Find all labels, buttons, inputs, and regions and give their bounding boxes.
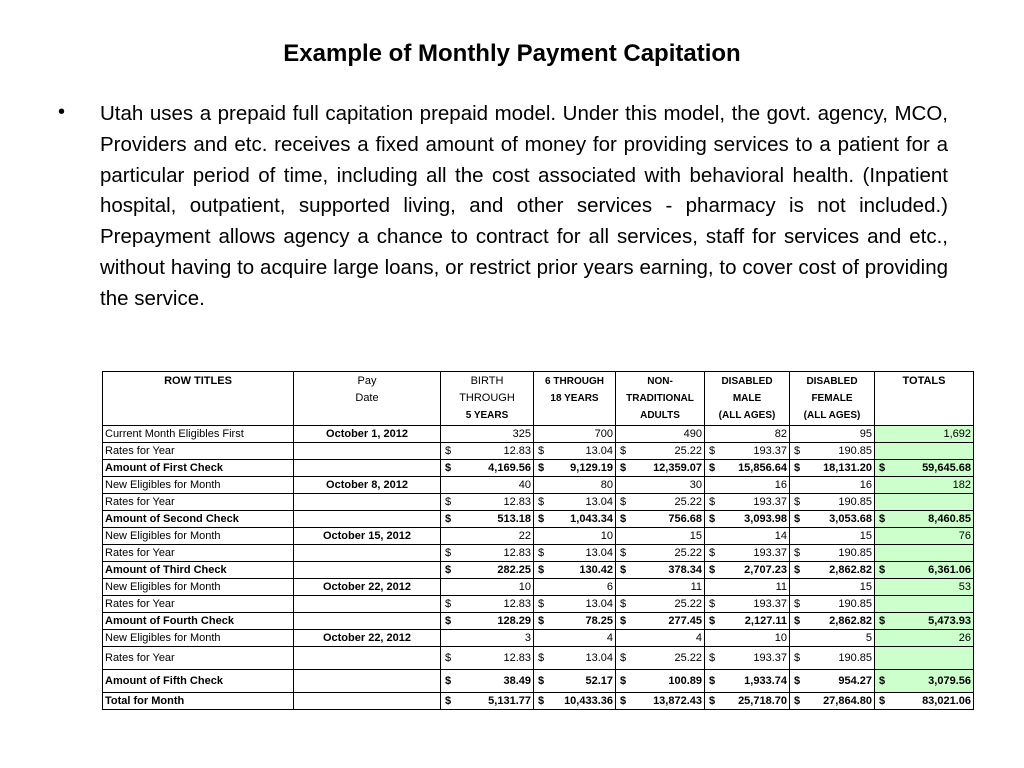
money-value: 513.18 xyxy=(497,512,531,525)
rate-cell xyxy=(534,494,616,511)
table-row xyxy=(103,426,974,443)
amount-cell xyxy=(616,693,705,710)
money-value: 1,043.34 xyxy=(570,512,613,525)
pay-date-cell xyxy=(294,693,441,710)
amount-cell xyxy=(534,613,616,630)
currency-symbol: $ xyxy=(794,651,801,664)
money-value: 9,129.19 xyxy=(570,461,613,474)
table-row xyxy=(103,528,974,545)
money-value: 59,645.68 xyxy=(922,461,971,474)
amount-cell xyxy=(616,670,705,693)
money-value: 15,856.64 xyxy=(738,461,787,474)
totals-cell xyxy=(875,562,974,579)
currency-symbol: $ xyxy=(879,614,886,627)
amount-cell xyxy=(705,613,790,630)
rate-cell xyxy=(534,443,616,460)
rate-cell xyxy=(441,596,534,613)
pay-date-cell xyxy=(294,670,441,693)
amount-cell xyxy=(705,693,790,710)
money-value: 10,433.36 xyxy=(564,694,613,707)
currency-symbol: $ xyxy=(709,444,716,457)
currency-symbol: $ xyxy=(445,444,452,457)
amount-cell xyxy=(534,670,616,693)
currency-symbol: $ xyxy=(709,651,716,664)
currency-symbol: $ xyxy=(620,563,627,576)
rate-cell xyxy=(441,443,534,460)
capitation-table xyxy=(102,371,974,710)
currency-symbol: $ xyxy=(709,512,716,525)
currency-symbol: $ xyxy=(445,495,452,508)
currency-symbol: $ xyxy=(620,694,627,707)
rate-cell xyxy=(790,494,875,511)
money-value: 128.29 xyxy=(497,614,531,627)
money-value: 13.04 xyxy=(585,651,613,664)
rate-cell xyxy=(790,596,875,613)
amount-cell xyxy=(616,511,705,528)
totals-cell xyxy=(875,670,974,693)
money-value: 100.89 xyxy=(668,674,702,687)
row-title-cell: New Eligibles for Month xyxy=(103,528,294,545)
currency-symbol: $ xyxy=(620,512,627,525)
money-value: 13.04 xyxy=(585,597,613,610)
rate-cell xyxy=(616,647,705,670)
totals-cell xyxy=(875,647,974,670)
currency-symbol: $ xyxy=(709,546,716,559)
currency-symbol: $ xyxy=(445,563,452,576)
money-value: 5,473.93 xyxy=(928,614,971,627)
pay-date-cell xyxy=(294,596,441,613)
header-disabled-male: DISABLED MALE (ALL AGES) xyxy=(705,372,790,426)
pay-date-cell: October 22, 2012 xyxy=(294,630,441,647)
count-cell: 16 xyxy=(705,477,790,494)
row-title-cell: Rates for Year xyxy=(103,596,294,613)
currency-symbol: $ xyxy=(879,694,886,707)
pay-date-cell: October 8, 2012 xyxy=(294,477,441,494)
money-value: 2,707.23 xyxy=(744,563,787,576)
money-value: 13.04 xyxy=(585,546,613,559)
currency-symbol: $ xyxy=(709,461,716,474)
row-title-cell: New Eligibles for Month xyxy=(103,477,294,494)
count-cell: 95 xyxy=(790,426,875,443)
amount-cell xyxy=(441,460,534,477)
currency-symbol: $ xyxy=(445,694,452,707)
money-value: 8,460.85 xyxy=(928,512,971,525)
currency-symbol: $ xyxy=(445,651,452,664)
money-value: 190.85 xyxy=(838,546,872,559)
count-cell: 30 xyxy=(616,477,705,494)
currency-symbol: $ xyxy=(620,651,627,664)
count-cell: 325 xyxy=(441,426,534,443)
rate-cell xyxy=(790,545,875,562)
currency-symbol: $ xyxy=(445,512,452,525)
currency-symbol: $ xyxy=(445,546,452,559)
money-value: 12.83 xyxy=(503,597,531,610)
table-row xyxy=(103,693,974,710)
count-cell: 10 xyxy=(705,630,790,647)
currency-symbol: $ xyxy=(794,674,801,687)
currency-symbol: $ xyxy=(445,674,452,687)
currency-symbol: $ xyxy=(794,546,801,559)
pay-date-cell: October 22, 2012 xyxy=(294,579,441,596)
currency-symbol: $ xyxy=(538,674,545,687)
money-value: 25.22 xyxy=(674,597,702,610)
money-value: 25.22 xyxy=(674,495,702,508)
amount-cell xyxy=(441,693,534,710)
pay-date-cell xyxy=(294,443,441,460)
table-row xyxy=(103,494,974,511)
money-value: 193.37 xyxy=(753,444,787,457)
amount-cell xyxy=(790,511,875,528)
row-title-cell: Amount of Fifth Check xyxy=(103,670,294,693)
currency-symbol: $ xyxy=(879,674,886,687)
currency-symbol: $ xyxy=(620,546,627,559)
money-value: 190.85 xyxy=(838,651,872,664)
currency-symbol: $ xyxy=(794,512,801,525)
amount-cell xyxy=(441,562,534,579)
money-value: 12.83 xyxy=(503,546,531,559)
currency-symbol: $ xyxy=(879,461,886,474)
pay-date-cell xyxy=(294,562,441,579)
money-value: 12.83 xyxy=(503,495,531,508)
amount-cell xyxy=(790,460,875,477)
money-value: 13,872.43 xyxy=(653,694,702,707)
count-cell: 11 xyxy=(705,579,790,596)
rate-cell xyxy=(790,647,875,670)
currency-symbol: $ xyxy=(538,444,545,457)
amount-cell xyxy=(616,562,705,579)
currency-symbol: $ xyxy=(879,512,886,525)
amount-cell xyxy=(705,460,790,477)
slide-title: Example of Monthly Payment Capitation xyxy=(283,40,741,67)
rate-cell xyxy=(705,443,790,460)
rate-cell xyxy=(616,443,705,460)
table-row xyxy=(103,579,974,596)
amount-cell xyxy=(705,670,790,693)
currency-symbol: $ xyxy=(709,563,716,576)
money-value: 2,862.82 xyxy=(829,563,872,576)
totals-cell xyxy=(875,545,974,562)
table-row xyxy=(103,477,974,494)
table-row xyxy=(103,562,974,579)
money-value: 83,021.06 xyxy=(922,694,971,707)
amount-cell xyxy=(705,562,790,579)
pay-date-cell xyxy=(294,545,441,562)
totals-cell: 182 xyxy=(875,477,974,494)
table-row xyxy=(103,670,974,693)
money-value: 190.85 xyxy=(838,495,872,508)
totals-cell xyxy=(875,693,974,710)
currency-symbol: $ xyxy=(709,674,716,687)
currency-symbol: $ xyxy=(538,694,545,707)
totals-cell xyxy=(875,460,974,477)
count-cell: 40 xyxy=(441,477,534,494)
table-row xyxy=(103,545,974,562)
currency-symbol: $ xyxy=(538,495,545,508)
totals-cell xyxy=(875,596,974,613)
money-value: 25.22 xyxy=(674,651,702,664)
row-title-cell: Current Month Eligibles First xyxy=(103,426,294,443)
amount-cell xyxy=(534,693,616,710)
currency-symbol: $ xyxy=(620,444,627,457)
count-cell: 11 xyxy=(616,579,705,596)
count-cell: 700 xyxy=(534,426,616,443)
money-value: 25,718.70 xyxy=(738,694,787,707)
amount-cell xyxy=(616,460,705,477)
row-title-cell: Rates for Year xyxy=(103,545,294,562)
currency-symbol: $ xyxy=(620,461,627,474)
currency-symbol: $ xyxy=(794,444,801,457)
money-value: 12.83 xyxy=(503,444,531,457)
currency-symbol: $ xyxy=(538,563,545,576)
table-row xyxy=(103,596,974,613)
money-value: 18,131.20 xyxy=(823,461,872,474)
amount-cell xyxy=(441,613,534,630)
money-value: 277.45 xyxy=(668,614,702,627)
bullet-icon: • xyxy=(58,101,66,123)
row-title-cell: Rates for Year xyxy=(103,647,294,670)
row-title-cell: Total for Month xyxy=(103,693,294,710)
money-value: 378.34 xyxy=(668,563,702,576)
amount-cell xyxy=(534,460,616,477)
table-row xyxy=(103,630,974,647)
row-title-cell: Rates for Year xyxy=(103,443,294,460)
currency-symbol: $ xyxy=(794,694,801,707)
amount-cell xyxy=(705,511,790,528)
rate-cell xyxy=(705,494,790,511)
rate-cell xyxy=(534,545,616,562)
money-value: 2,862.82 xyxy=(829,614,872,627)
currency-symbol: $ xyxy=(620,495,627,508)
totals-cell xyxy=(875,511,974,528)
header-non-traditional: NON- TRADITIONAL ADULTS xyxy=(616,372,705,426)
money-value: 25.22 xyxy=(674,444,702,457)
bullet-paragraph xyxy=(58,99,948,315)
money-value: 27,864.80 xyxy=(823,694,872,707)
money-value: 954.27 xyxy=(838,674,872,687)
money-value: 3,079.56 xyxy=(928,674,971,687)
header-6-18: 6 THROUGH 18 YEARS xyxy=(534,372,616,426)
count-cell: 5 xyxy=(790,630,875,647)
currency-symbol: $ xyxy=(538,614,545,627)
rate-cell xyxy=(616,596,705,613)
totals-cell: 76 xyxy=(875,528,974,545)
amount-cell xyxy=(441,511,534,528)
totals-cell xyxy=(875,443,974,460)
money-value: 193.37 xyxy=(753,651,787,664)
money-value: 3,093.98 xyxy=(744,512,787,525)
bullet-text: Utah uses a prepaid full capitation prepaid model. Under this model, the govt. agency, MCO, Providers and etc. receives a fixed amount of money for providing services to a patient for a particular period of time, including all the cost associated with behavioral health. (Inpatient hospital, outpatient, supported living, and other services - pharmacy is not included.) Prepayment allows agency a chance to contract for all services, staff for services and etc., without having to acquire large loans, or restrict prior years earning, to cover cost of providing the service. xyxy=(100,102,948,310)
money-value: 3,053.68 xyxy=(829,512,872,525)
money-value: 25.22 xyxy=(674,546,702,559)
count-cell: 6 xyxy=(534,579,616,596)
currency-symbol: $ xyxy=(538,546,545,559)
amount-cell xyxy=(790,670,875,693)
amount-cell xyxy=(534,562,616,579)
amount-cell xyxy=(790,613,875,630)
rate-cell xyxy=(616,545,705,562)
currency-symbol: $ xyxy=(709,614,716,627)
count-cell: 4 xyxy=(534,630,616,647)
money-value: 52.17 xyxy=(585,674,613,687)
amount-cell xyxy=(616,613,705,630)
rate-cell xyxy=(441,647,534,670)
row-title-cell: Amount of First Check xyxy=(103,460,294,477)
totals-cell: 53 xyxy=(875,579,974,596)
table-row xyxy=(103,443,974,460)
table-row xyxy=(103,613,974,630)
currency-symbol: $ xyxy=(445,614,452,627)
money-value: 756.68 xyxy=(668,512,702,525)
money-value: 2,127.11 xyxy=(744,614,787,627)
totals-cell xyxy=(875,613,974,630)
rate-cell xyxy=(441,494,534,511)
row-title-cell: New Eligibles for Month xyxy=(103,630,294,647)
pay-date-cell xyxy=(294,460,441,477)
currency-symbol: $ xyxy=(620,674,627,687)
money-value: 78.25 xyxy=(585,614,613,627)
count-cell: 15 xyxy=(616,528,705,545)
currency-symbol: $ xyxy=(794,461,801,474)
pay-date-cell xyxy=(294,613,441,630)
rate-cell xyxy=(441,545,534,562)
currency-symbol: $ xyxy=(709,495,716,508)
money-value: 6,361.06 xyxy=(928,563,971,576)
money-value: 12,359.07 xyxy=(653,461,702,474)
rate-cell xyxy=(534,596,616,613)
table-row xyxy=(103,460,974,477)
money-value: 190.85 xyxy=(838,444,872,457)
money-value: 190.85 xyxy=(838,597,872,610)
rate-cell xyxy=(616,494,705,511)
currency-symbol: $ xyxy=(538,597,545,610)
header-row xyxy=(103,372,974,426)
amount-cell xyxy=(534,511,616,528)
header-pay-date: Pay Date xyxy=(294,372,441,426)
count-cell: 10 xyxy=(441,579,534,596)
rate-cell xyxy=(705,647,790,670)
currency-symbol: $ xyxy=(794,597,801,610)
count-cell: 15 xyxy=(790,528,875,545)
money-value: 130.42 xyxy=(579,563,613,576)
row-title-cell: Amount of Third Check xyxy=(103,562,294,579)
currency-symbol: $ xyxy=(620,614,627,627)
pay-date-cell: October 1, 2012 xyxy=(294,426,441,443)
amount-cell xyxy=(790,693,875,710)
money-value: 193.37 xyxy=(753,597,787,610)
currency-symbol: $ xyxy=(445,597,452,610)
pay-date-cell xyxy=(294,494,441,511)
rate-cell xyxy=(790,443,875,460)
money-value: 1,933.74 xyxy=(744,674,787,687)
table-row xyxy=(103,511,974,528)
pay-date-cell: October 15, 2012 xyxy=(294,528,441,545)
count-cell: 490 xyxy=(616,426,705,443)
count-cell: 82 xyxy=(705,426,790,443)
currency-symbol: $ xyxy=(794,614,801,627)
count-cell: 16 xyxy=(790,477,875,494)
money-value: 4,169.56 xyxy=(488,461,531,474)
rate-cell xyxy=(534,647,616,670)
amount-cell xyxy=(790,562,875,579)
currency-symbol: $ xyxy=(538,461,545,474)
header-birth-5: BIRTH THROUGH 5 YEARS xyxy=(441,372,534,426)
money-value: 282.25 xyxy=(497,563,531,576)
header-row-titles: ROW TITLES xyxy=(103,372,294,426)
amount-cell xyxy=(441,670,534,693)
count-cell: 3 xyxy=(441,630,534,647)
currency-symbol: $ xyxy=(709,694,716,707)
row-title-cell: Amount of Second Check xyxy=(103,511,294,528)
count-cell: 80 xyxy=(534,477,616,494)
count-cell: 15 xyxy=(790,579,875,596)
pay-date-cell xyxy=(294,647,441,670)
currency-symbol: $ xyxy=(709,597,716,610)
rate-cell xyxy=(705,596,790,613)
currency-symbol: $ xyxy=(794,495,801,508)
money-value: 38.49 xyxy=(503,674,531,687)
header-disabled-female: DISABLED FEMALE (ALL AGES) xyxy=(790,372,875,426)
count-cell: 10 xyxy=(534,528,616,545)
count-cell: 4 xyxy=(616,630,705,647)
money-value: 13.04 xyxy=(585,495,613,508)
count-cell: 14 xyxy=(705,528,790,545)
pay-date-cell xyxy=(294,511,441,528)
row-title-cell: New Eligibles for Month xyxy=(103,579,294,596)
currency-symbol: $ xyxy=(445,461,452,474)
row-title-cell: Rates for Year xyxy=(103,494,294,511)
money-value: 12.83 xyxy=(503,651,531,664)
currency-symbol: $ xyxy=(794,563,801,576)
money-value: 13.04 xyxy=(585,444,613,457)
rate-cell xyxy=(705,545,790,562)
money-value: 193.37 xyxy=(753,546,787,559)
money-value: 5,131.77 xyxy=(488,694,531,707)
row-title-cell: Amount of Fourth Check xyxy=(103,613,294,630)
totals-cell: 1,692 xyxy=(875,426,974,443)
money-value: 193.37 xyxy=(753,495,787,508)
totals-cell xyxy=(875,494,974,511)
table-row xyxy=(103,647,974,670)
currency-symbol: $ xyxy=(879,563,886,576)
totals-cell: 26 xyxy=(875,630,974,647)
header-totals: TOTALS xyxy=(875,372,974,426)
currency-symbol: $ xyxy=(538,512,545,525)
currency-symbol: $ xyxy=(538,651,545,664)
currency-symbol: $ xyxy=(620,597,627,610)
count-cell: 22 xyxy=(441,528,534,545)
